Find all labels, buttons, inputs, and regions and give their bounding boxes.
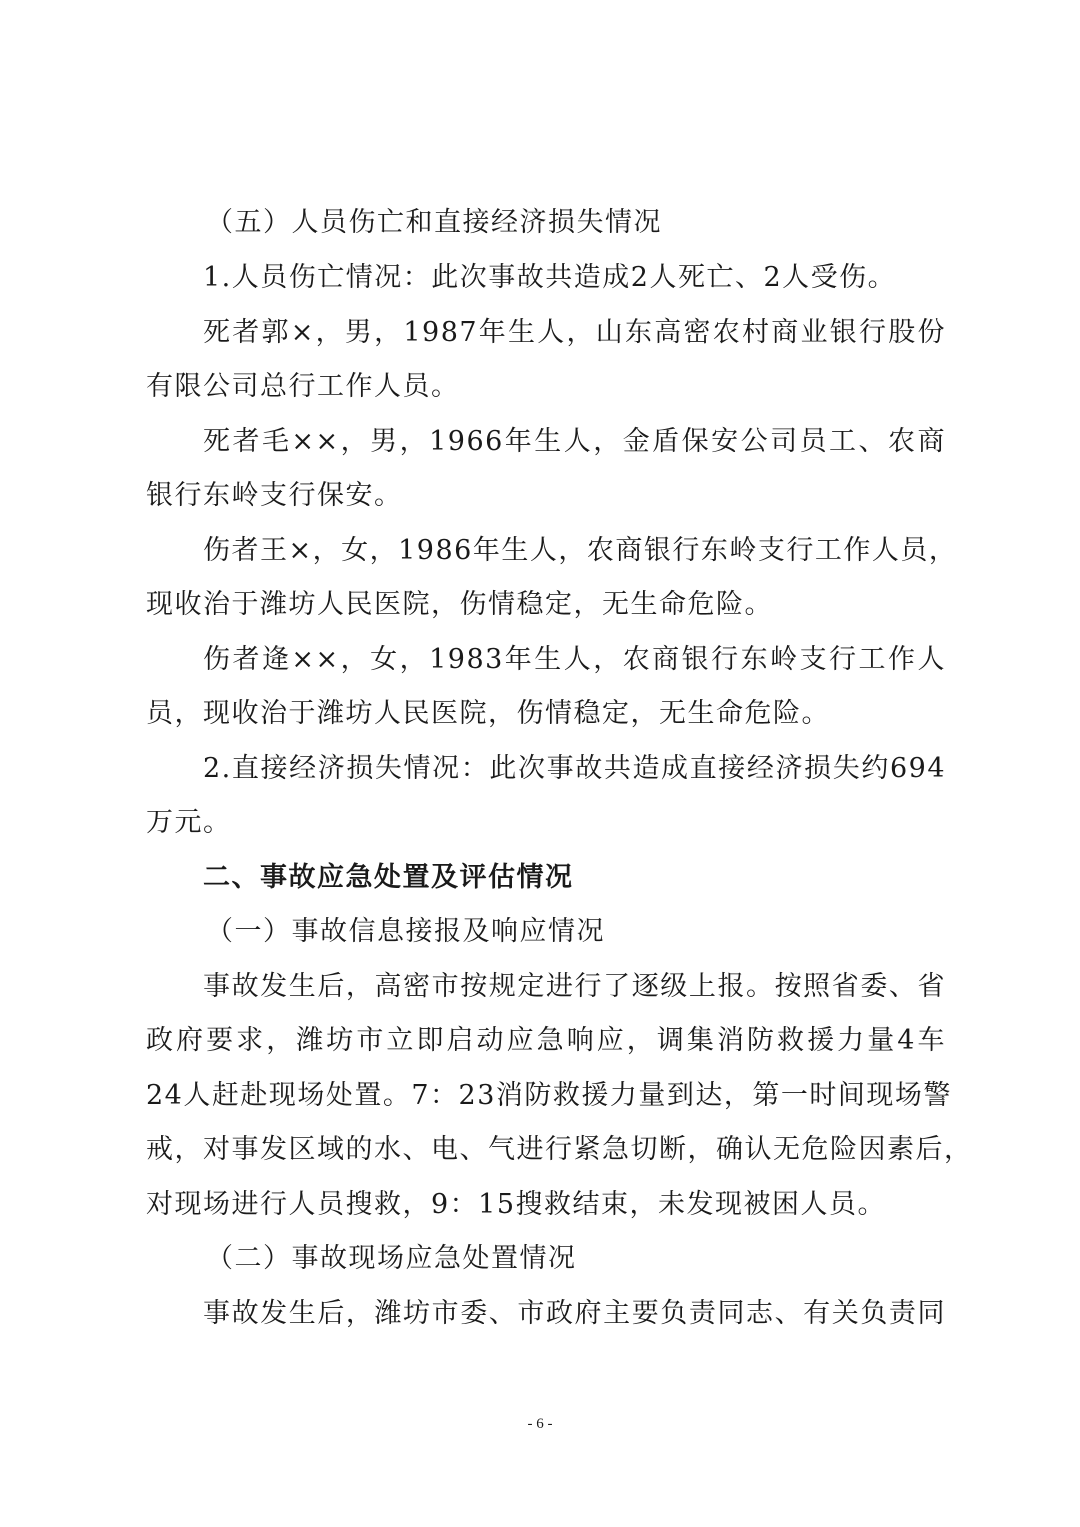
subsection-1-body-line: 事故发生后，高密市按规定进行了逐级上报。按照省委、省: [203, 971, 946, 1002]
victim-1-line-2: 有限公司总行工作人员。: [146, 371, 460, 402]
subsection-1-body-line: 对现场进行人员搜救，9：15搜救结束，未发现被困人员。: [146, 1189, 887, 1220]
subsection-1-body-line: 戒，对事发区域的水、电、气进行紧急切断，确认无危险因素后，: [146, 1134, 973, 1165]
victim-2-line-2: 银行东岭支行保安。: [146, 480, 403, 511]
injured-2-line-1: 伤者逄××，女，1983年生人，农商银行东岭支行工作人: [203, 644, 946, 675]
subsection-1-body-line: 政府要求，潍坊市立即启动应急响应，调集消防救援力量4车: [146, 1025, 946, 1056]
section-5-title: （五）人员伤亡和直接经济损失情况: [206, 207, 662, 238]
injured-1-line-1: 伤者王×，女，1986年生人，农商银行东岭支行工作人员，: [203, 535, 958, 566]
subsection-1-body-line: 24人赶赴现场处置。7：23消防救援力量到达，第一时间现场警: [146, 1080, 952, 1111]
injured-1-line-2: 现收治于潍坊人民医院，伤情稳定，无生命危险。: [146, 589, 773, 620]
subsection-2-body-line: 事故发生后，潍坊市委、市政府主要负责同志、有关负责同: [203, 1298, 946, 1329]
chapter-2-title: 二、事故应急处置及评估情况: [203, 862, 574, 893]
subsection-2-title: （二）事故现场应急处置情况: [206, 1243, 577, 1274]
subsection-1-title: （一）事故信息接报及响应情况: [206, 916, 605, 947]
casualties-heading: 1.人员伤亡情况：此次事故共造成2人死亡、2人受伤。: [203, 262, 897, 293]
economic-loss-line-2: 万元。: [146, 807, 232, 838]
victim-2-line-1: 死者毛××，男，1966年生人，金盾保安公司员工、农商: [203, 426, 946, 457]
page-number: - 6 -: [527, 1416, 553, 1432]
injured-2-line-2: 员，现收治于潍坊人民医院，伤情稳定，无生命危险。: [146, 698, 830, 729]
victim-1-line-1: 死者郭×，男，1987年生人，山东高密农村商业银行股份: [203, 317, 946, 348]
economic-loss-line-1: 2.直接经济损失情况：此次事故共造成直接经济损失约694: [203, 753, 946, 784]
